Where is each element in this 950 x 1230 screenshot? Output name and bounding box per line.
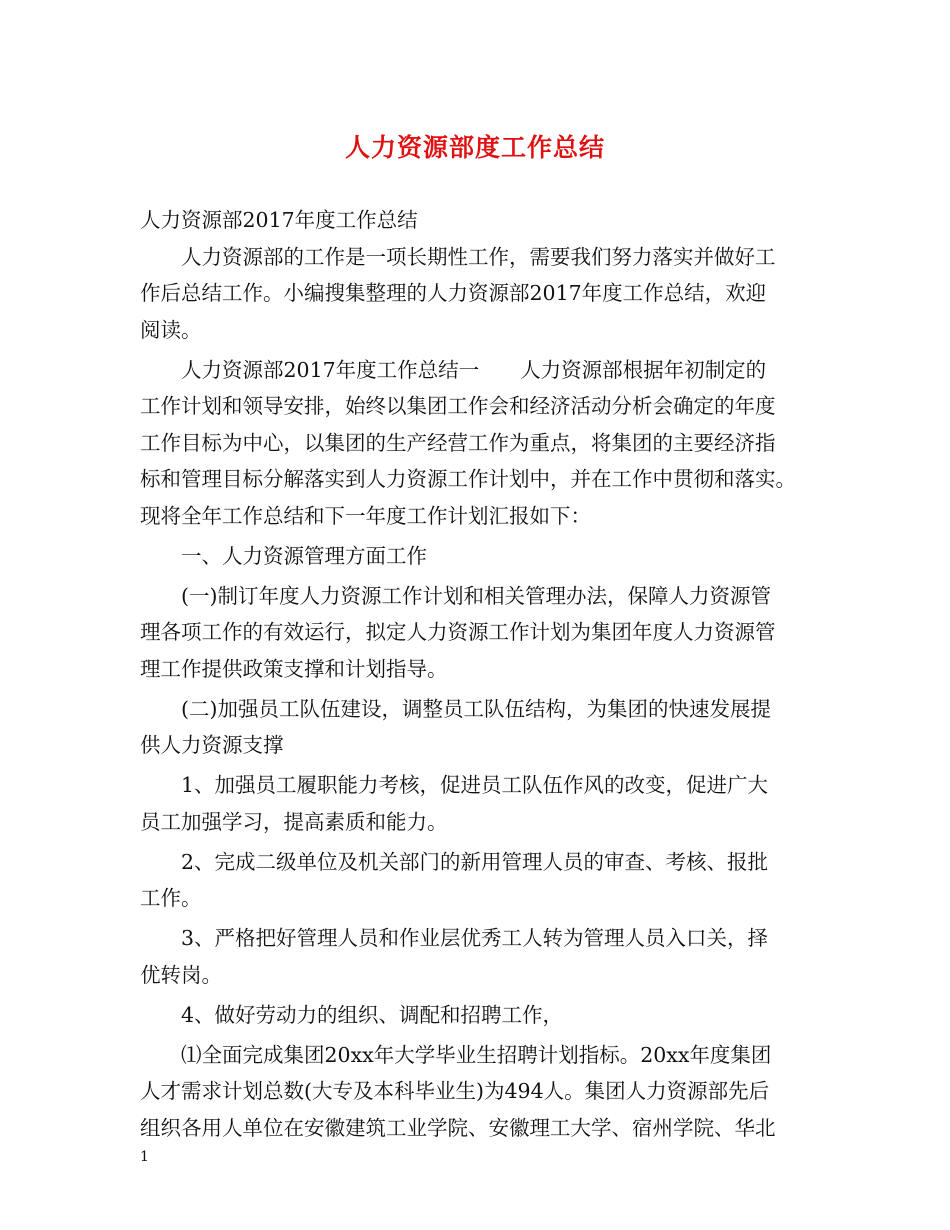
text-line: 标和管理目标分解落实到人力资源工作计划中，并在工作中贯彻和落实。	[140, 467, 796, 491]
text-line: 3、严格把好管理人员和作业层优秀工人转为管理人员入口关，择	[140, 926, 769, 950]
text-line: 组织各用人单位在安徽建筑工业学院、安徽理工大学、宿州学院、华北	[140, 1115, 776, 1140]
text-line: (一)制订年度人力资源工作计划和相关管理办法，保障人力资源管	[140, 583, 771, 608]
text-line: 人力资源部的工作是一项长期性工作，需要我们努力落实并做好工	[140, 244, 776, 269]
text-line: 4、做好劳动力的组织、调配和招聘工作，	[140, 1002, 564, 1027]
text-line: 人才需求计划总数(大专及本科毕业生)为494人。集团人力资源部先后	[140, 1079, 770, 1103]
text-line: 现将全年工作总结和下一年度工作计划汇报如下：	[140, 503, 591, 528]
text-line: 员工加强学习，提高素质和能力。	[140, 809, 448, 834]
page-number: 1	[140, 1149, 149, 1165]
document-body	[140, 202, 825, 1146]
text-line: 人力资源部2017年度工作总结一 人力资源部根据年初制定的	[140, 357, 767, 382]
text-line: 供人力资源支撑	[140, 733, 284, 757]
text-line: 理工作提供政策支撑和计划指导。	[140, 656, 448, 681]
text-line: 阅读。	[140, 317, 202, 342]
text-line: 优转岗。	[140, 962, 222, 987]
text-line: 工作计划和领导安排，始终以集团工作会和经济活动分析会确定的年度	[140, 394, 776, 418]
text-line: 工作。	[140, 886, 202, 910]
text-line: 工作目标为中心，以集团的生产经营工作为重点，将集团的主要经济指	[140, 430, 776, 455]
text-line: 2、完成二级单位及机关部门的新用管理人员的审查、考核、报批	[140, 849, 769, 874]
text-line: 1、加强员工履职能力考核，促进员工队伍作风的改变，促进广大	[140, 773, 769, 797]
text-line: 理各项工作的有效运行，拟定人力资源工作计划为集团年度人力资源管	[140, 620, 776, 644]
text-line: 人力资源部2017年度工作总结	[140, 208, 418, 232]
text-line: ⑴全面完成集团20xx年大学毕业生招聘计划指标。20xx年度集团	[140, 1042, 772, 1067]
text-line: (二)加强员工队伍建设，调整员工队伍结构，为集团的快速发展提	[140, 696, 771, 721]
text-line: 作后总结工作。小编搜集整理的人力资源部2017年度工作总结，欢迎	[140, 281, 767, 305]
document-title: 人力资源部度工作总结	[344, 133, 605, 162]
text-line: 一、人力资源管理方面工作	[140, 543, 427, 568]
